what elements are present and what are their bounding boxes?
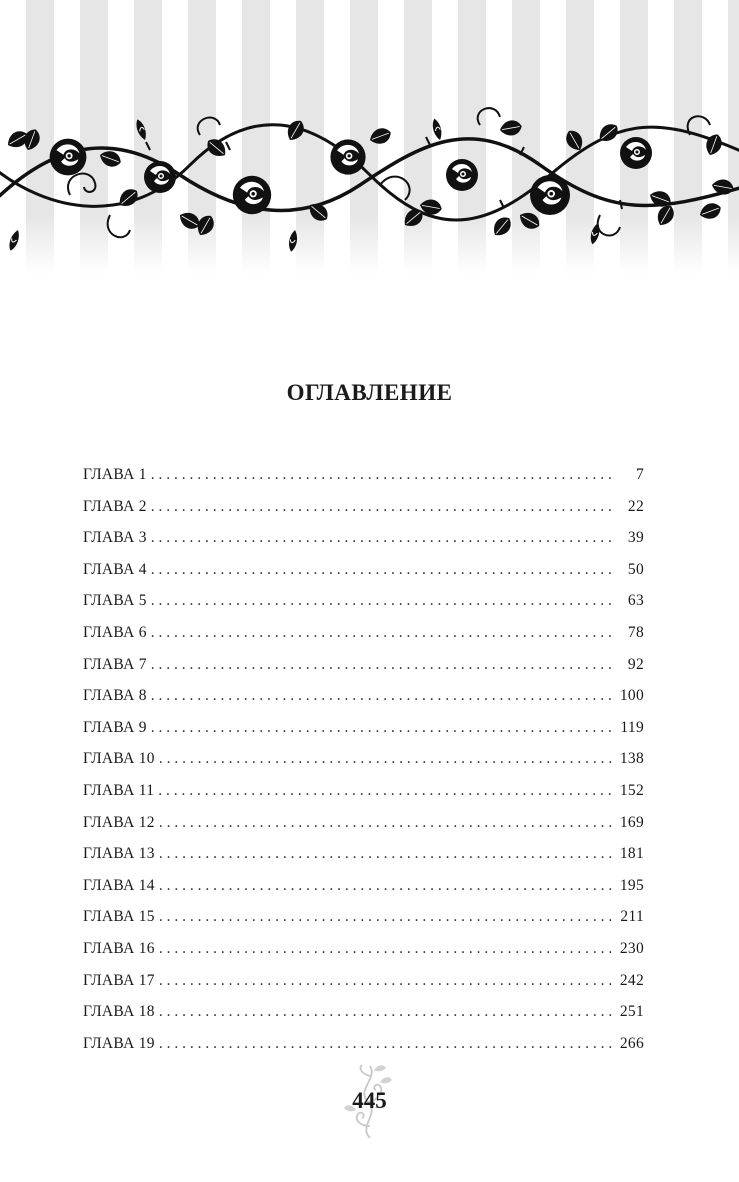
rose-vine-border <box>0 95 739 255</box>
toc-list <box>83 466 644 1066</box>
toc-entry <box>83 561 644 593</box>
dot-leader <box>159 940 614 958</box>
dot-leader <box>159 908 615 926</box>
toc-title: ОГЛАВЛЕНИЕ <box>286 380 453 405</box>
toc-page-number: 78 <box>627 623 644 641</box>
toc-chapter-label: ГЛАВА 1 <box>83 466 147 483</box>
toc-page-number: 242 <box>619 971 644 989</box>
toc-chapter-label: ГЛАВА 17 <box>83 971 155 989</box>
toc-entry <box>83 1035 644 1067</box>
toc-page-number: 195 <box>619 876 644 894</box>
toc-page-number: 7 <box>635 466 644 483</box>
toc-chapter-label: ГЛАВА 14 <box>83 876 155 894</box>
toc-chapter-label: ГЛАВА 6 <box>83 623 147 641</box>
toc-page-number: 50 <box>627 560 644 578</box>
toc-chapter-label: ГЛАВА 8 <box>83 687 147 705</box>
toc-page-number: 230 <box>619 939 644 957</box>
toc-page-number: 138 <box>619 750 644 768</box>
dot-leader <box>151 561 616 579</box>
toc-entry <box>83 624 644 656</box>
toc-page-number: 211 <box>620 908 644 926</box>
dot-leader <box>151 719 615 737</box>
page-number: 445 <box>352 1088 387 1113</box>
toc-page-number: 251 <box>619 1003 644 1021</box>
toc-chapter-label: ГЛАВА 19 <box>83 1034 155 1052</box>
toc-chapter-label: ГЛАВА 7 <box>83 655 147 673</box>
toc-entry <box>83 782 644 814</box>
toc-chapter-label: ГЛАВА 10 <box>83 750 155 768</box>
toc-entry <box>83 750 644 782</box>
toc-page-number: 169 <box>619 813 644 831</box>
dot-leader <box>151 656 616 674</box>
toc-chapter-label: ГЛАВА 15 <box>83 908 155 926</box>
toc-page-number: 119 <box>620 718 644 736</box>
toc-entry <box>83 814 644 846</box>
dot-leader <box>159 877 614 895</box>
dot-leader <box>159 1003 614 1021</box>
toc-chapter-label: ГЛАВА 13 <box>83 845 155 863</box>
dot-leader <box>159 750 614 768</box>
dot-leader <box>151 466 616 484</box>
dot-leader <box>158 782 614 800</box>
toc-page-number: 100 <box>619 687 644 705</box>
toc-page-number: 63 <box>627 592 644 610</box>
toc-entry <box>83 498 644 530</box>
dot-leader <box>151 624 616 642</box>
toc-entry <box>83 466 644 498</box>
dot-leader <box>151 529 616 547</box>
dot-leader <box>159 845 614 863</box>
toc-chapter-label: ГЛАВА 9 <box>83 718 147 736</box>
toc-entry <box>83 656 644 688</box>
dot-leader <box>159 814 614 832</box>
toc-page-number: 92 <box>627 655 644 673</box>
toc-entry <box>83 1003 644 1035</box>
toc-entry <box>83 972 644 1004</box>
toc-chapter-label: ГЛАВА 4 <box>83 560 147 578</box>
toc-entry <box>83 940 644 972</box>
toc-page-number: 266 <box>619 1034 644 1052</box>
toc-entry <box>83 845 644 877</box>
toc-chapter-label: ГЛАВА 12 <box>83 813 155 831</box>
toc-entry <box>83 908 644 940</box>
toc-page-number: 22 <box>627 497 644 515</box>
toc-entry <box>83 592 644 624</box>
toc-chapter-label: ГЛАВА 16 <box>83 939 155 957</box>
toc-page-number: 39 <box>627 529 644 547</box>
toc-chapter-label: ГЛАВА 3 <box>83 529 147 547</box>
toc-page-number: 181 <box>619 845 644 863</box>
dot-leader <box>151 592 616 610</box>
dot-leader <box>151 498 616 516</box>
toc-entry <box>83 719 644 751</box>
toc-chapter-label: ГЛАВА 5 <box>83 592 147 610</box>
toc-entry <box>83 877 644 909</box>
dot-leader <box>159 1035 614 1053</box>
toc-entry <box>83 529 644 561</box>
toc-chapter-label: ГЛАВА 2 <box>83 497 147 515</box>
dot-leader <box>159 972 614 990</box>
toc-page-number: 152 <box>619 781 644 799</box>
toc-chapter-label: ГЛАВА 11 <box>83 781 155 799</box>
dot-leader <box>151 687 614 705</box>
striped-header-band <box>0 0 739 275</box>
toc-chapter-label: ГЛАВА 18 <box>83 1003 155 1021</box>
toc-entry <box>83 687 644 719</box>
